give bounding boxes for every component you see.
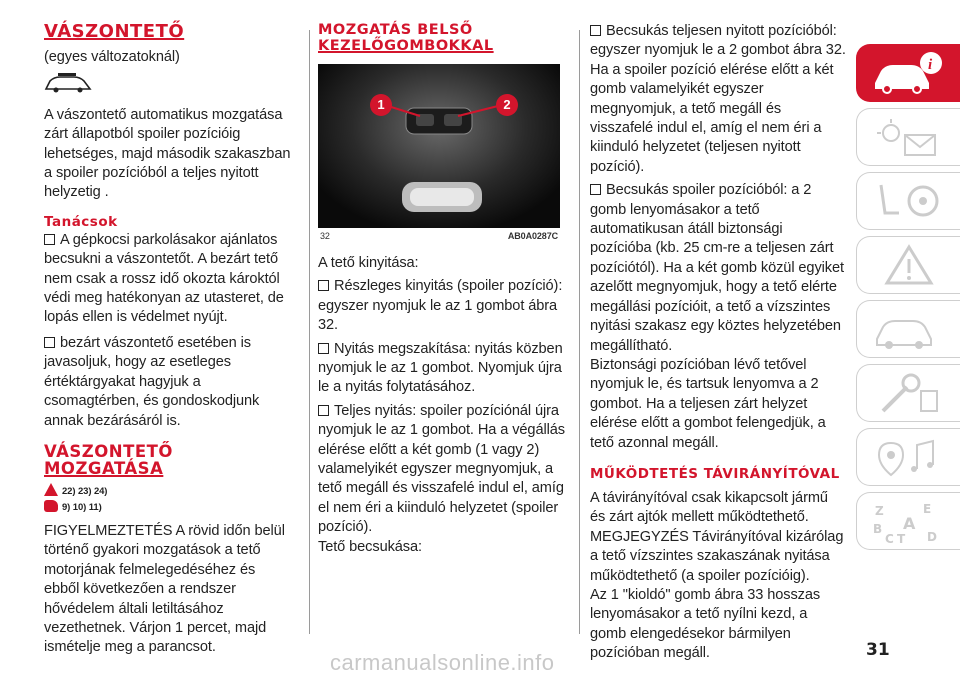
tab-specifications[interactable] <box>856 364 960 422</box>
tab-seat-steering[interactable] <box>856 172 960 230</box>
section-title-2a: VÁSZONTETŐ <box>44 441 173 461</box>
warning-refs: 22) 23) 24) <box>44 483 294 500</box>
car-service-icon <box>869 307 949 353</box>
open-item-2: Nyitás megszakítása: nyitás közben nyomjuk le az 1 gombot. Nyomjuk újra le a nyitás folytatásához. <box>318 340 563 396</box>
open-label: A tető kinyitása: <box>318 255 419 271</box>
section-title: VÁSZONTETŐ <box>44 21 185 42</box>
close-item-2: Becsukás spoiler pozícióból: a 2 gomb lenyomásakor a tető automatikusan átáll biztonsági pozícióba (kb. 25 cm-re a teljesen zárt pozíciótól). Ha a két gomb közül egyiket azelőtt megnyomjuk, hogy a tető elérte megállási pozícióit, a tető a vízszintes nyitási szakasz egy köztes helyzetében megállítható. <box>590 182 844 354</box>
tab-car-service[interactable] <box>856 300 960 358</box>
callout-badge-1: 1 <box>370 94 392 116</box>
intro-text: A vászontető automatikus mozgatása zárt állapotból spoiler pozícióig lehetséges, majd második szakaszban a spoiler pozícióból a teljes nyitott helyzetig . <box>44 106 291 201</box>
tip-2: bezárt vászontető esetében is javasoljuk, hogy az esetleges értéktárgyakat hagyjuk a csomagtérben, és gondoskodjunk annak bezárásáról is. <box>44 334 260 429</box>
index-letter: D <box>927 530 937 544</box>
open-item-3: Teljes nyitás: spoiler pozíciónál újra nyomjuk le az 1 gombot. Ha a végállás elérése előtt a két gomb (1 vagy 2) valamelyikét egyszer megnyomjuk, a tető megáll és visszafelé indul el, amíg el nem éri a kiinduló helyzetet (spoiler pozíció). <box>318 402 565 536</box>
tips-heading: Tanácsok <box>44 213 118 230</box>
column-3 <box>590 22 846 664</box>
figure-32-photo <box>318 64 560 244</box>
callout-badge-2: 2 <box>496 94 518 116</box>
bullet-box-icon <box>590 184 601 195</box>
index-letter: E <box>923 502 932 516</box>
roof-console-image <box>318 64 560 244</box>
bullet-box-icon <box>44 337 55 348</box>
index-letter: Z <box>875 504 884 518</box>
index-letter: T <box>897 532 906 545</box>
index-letter: B <box>873 522 883 536</box>
media-nav-icon <box>869 435 949 481</box>
tab-car-info[interactable] <box>856 44 960 102</box>
tip-1: A gépkocsi parkolásakor ajánlatos becsukni a vászontetőt. A bezárt tető nem csak a rossz idő okozta károktól védi meg hatékonyan az utasteret, de lopás ellen is védelmet nyújt. <box>44 231 284 326</box>
tab-alphabet-index[interactable] <box>856 492 960 550</box>
open-item-1: Részleges kinyitás (spoiler pozíció): egyszer nyomjuk le az 1 gombot ábra 32. <box>318 278 563 334</box>
car-info-icon <box>869 51 949 97</box>
svg-text:i: i <box>928 57 933 73</box>
safety-text: Biztonsági pozícióban lévő tetővel nyomjuk le, és tartsuk lenyomva a 2 gombot. Ha a teljesen zárt helyzet elérése előtt a gombot felengedjük, a tető azonnal megáll. <box>590 356 826 451</box>
page-number: 31 <box>866 640 890 660</box>
tab-dashboard-lights[interactable] <box>856 108 960 166</box>
index-letter: C <box>885 532 894 545</box>
close-item-1: Becsukás teljesen nyitott pozícióból: egyszer nyomjuk le a 2 gombot ábra 32. Ha a spoiler pozíció elérése előtt a két gomb valamelyikét egyszer megnyomjuk, a tető megáll és visszafelé indul el, amíg el nem éri a kiinduló helyzetet (teljesen nyitott pozíció). <box>590 23 846 175</box>
column-1 <box>44 22 294 658</box>
close-label: Tető becsukása: <box>318 538 422 555</box>
watermark: carmanualsonline.info <box>330 650 555 675</box>
note-refs: 9) 10) 11) <box>44 500 294 516</box>
wrench-spec-icon <box>869 371 949 417</box>
remote-text-3: Az 1 "kioldó" gomb ábra 33 hosszas lenyomásakor a tető nyílni kezd, a gomb elengedésekor bármilyen pozícióban megáll. <box>590 586 821 662</box>
bullet-box-icon <box>318 343 329 354</box>
figure-code: AB0A0287C <box>507 231 558 241</box>
section-title-a: MOZGATÁS BELSŐ <box>318 22 473 38</box>
section-title-b: KEZELŐGOMBOKKAL <box>318 38 494 54</box>
remote-text-2: MEGJEGYZÉS Távirányítóval kizárólag a tető vízszintes szakaszának nyitása működtethető (a spoiler pozícióig). <box>590 528 844 584</box>
bullet-box-icon <box>590 25 601 36</box>
hand-note-icon <box>44 500 58 512</box>
remote-heading: MŰKÖDTETÉS TÁVIRÁNYÍTÓVAL <box>590 465 840 482</box>
dashboard-lights-icon <box>869 115 949 161</box>
remote-text-1: A távirányítóval csak kikapcsolt jármű és zárt ajtók mellett működtethető. <box>590 489 828 526</box>
figure-caption <box>318 228 560 244</box>
section-title-2b: MOZGATÁSA <box>44 458 164 478</box>
column-divider-left <box>309 30 310 634</box>
figure-number: 32 <box>320 231 330 241</box>
tab-warning[interactable] <box>856 236 960 294</box>
index-letter: A <box>903 514 916 533</box>
bullet-box-icon <box>318 405 329 416</box>
alphabet-index-icon <box>869 499 949 545</box>
car-roof-icon <box>44 71 294 99</box>
bullet-box-icon <box>44 234 55 245</box>
chapter-tabs <box>856 44 960 556</box>
tab-media-navigation[interactable] <box>856 428 960 486</box>
subtitle: (egyes változatoknál) <box>44 49 180 65</box>
column-divider-right <box>579 30 580 634</box>
warning-text: FIGYELMEZTETÉS A rövid időn belül történő gyakori mozgatások a tető motorjának felmelegedéséhez és ebből következően a rendszer hővédelem általi letiltásához vezethetnek. Várjon 1 percet, majd ismételje meg a parancsot. <box>44 522 285 656</box>
warning-triangle-icon <box>869 243 949 289</box>
column-2 <box>318 22 566 557</box>
bullet-box-icon <box>318 280 329 291</box>
warning-triangle-icon <box>44 483 58 496</box>
seat-steering-icon <box>869 179 949 225</box>
